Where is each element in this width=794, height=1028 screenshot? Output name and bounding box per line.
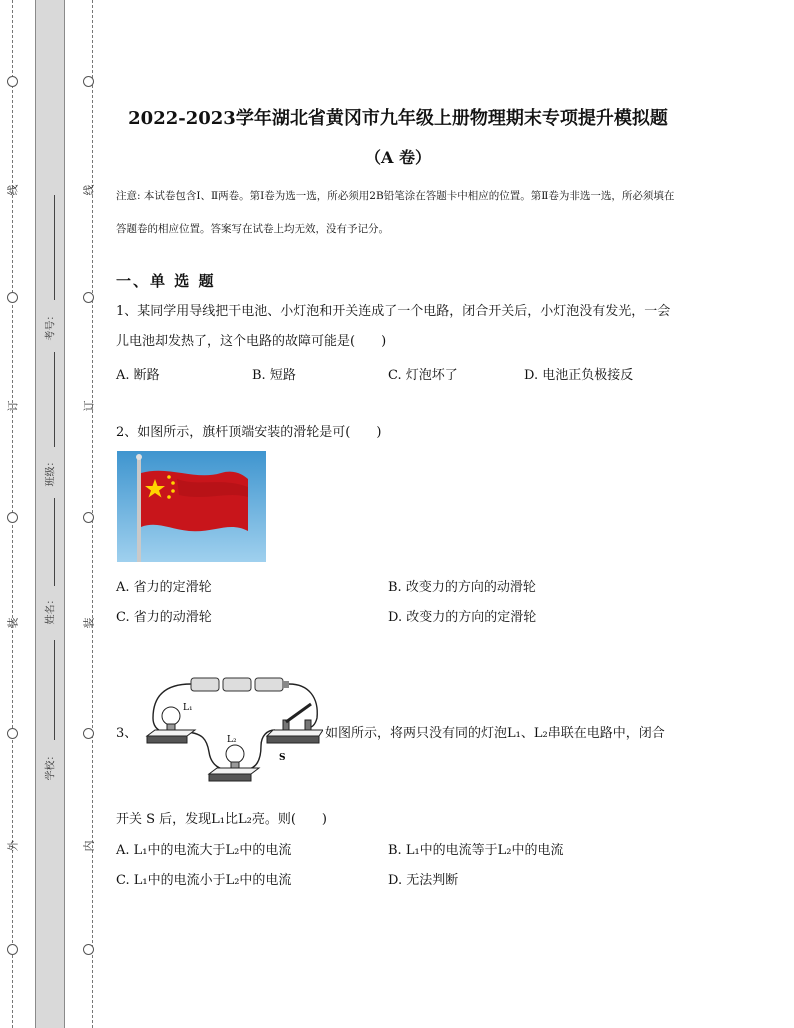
margin-char-inner: 内 bbox=[82, 840, 96, 852]
bulb-l2-icon bbox=[209, 735, 259, 781]
exam-note: 注意: 本试卷包含Ⅰ、Ⅱ两卷。第Ⅰ卷为选一选，所必须用2B铅笔涂在答题卡中相应的位置。第Ⅱ卷为非选一选，所必须填在答题卷的相应位置。答案写在试卷上均无效，没有予记分。 bbox=[116, 190, 675, 235]
q1-option-a: A. 断路 bbox=[116, 368, 160, 383]
q2-option-d: D. 改变力的方向的定滑轮 bbox=[388, 610, 537, 625]
field-line bbox=[54, 640, 55, 740]
q3-option-d: D. 无法判断 bbox=[388, 873, 459, 888]
field-school: 学校： bbox=[45, 750, 57, 781]
margin-char-outer: 装 bbox=[6, 617, 20, 629]
svg-text:L₂: L₂ bbox=[227, 735, 237, 745]
question-1-text: 1、某同学用导线把干电池、小灯泡和开关连成了一个电路，闭合开关后，小灯泡没有发光，一会儿电池却发热了，这个电路的故障可能是( ) bbox=[116, 304, 671, 349]
binding-hole bbox=[83, 512, 94, 523]
question-3-number: 3、 bbox=[116, 726, 138, 741]
margin-char-inner: 订 bbox=[82, 400, 96, 412]
question-3-text: 如图所示，将两只没有同的灯泡L₁、L₂串联在电路中，闭合 bbox=[325, 726, 665, 741]
binding-hole bbox=[7, 76, 18, 87]
margin-char-outer: 线 bbox=[6, 184, 20, 196]
q3-option-b: B. L₁中的电流等于L₂中的电流 bbox=[388, 843, 564, 858]
svg-text:L₁: L₁ bbox=[183, 703, 193, 713]
q1-option-c: C. 灯泡坏了 bbox=[388, 368, 458, 383]
battery-icon bbox=[191, 678, 289, 691]
q1-option-d: D. 电池正负极接反 bbox=[524, 368, 634, 383]
margin-char-outer: 订 bbox=[6, 400, 20, 412]
binding-hole bbox=[83, 728, 94, 739]
binding-hole bbox=[7, 944, 18, 955]
binding-hole bbox=[83, 292, 94, 303]
q2-option-c: C. 省力的动滑轮 bbox=[116, 610, 212, 625]
field-line bbox=[54, 498, 55, 586]
question-3-text-cont: 开关 S 后，发现L₁比L₂亮。则( ) bbox=[116, 812, 328, 827]
page-subtitle: （A 卷） bbox=[365, 148, 431, 167]
binding-strip bbox=[35, 0, 65, 1028]
margin-char-inner: 线 bbox=[82, 184, 96, 196]
binding-hole bbox=[7, 512, 18, 523]
field-line bbox=[54, 195, 55, 300]
flagpole bbox=[137, 455, 141, 562]
q2-option-a: A. 省力的定滑轮 bbox=[116, 580, 212, 595]
q3-option-c: C. L₁中的电流小于L₂中的电流 bbox=[116, 873, 292, 888]
binding-hole bbox=[7, 292, 18, 303]
field-class: 班级： bbox=[45, 456, 57, 487]
binding-hole bbox=[83, 76, 94, 87]
q2-option-b: B. 改变力的方向的动滑轮 bbox=[388, 580, 536, 595]
flag-cloth bbox=[141, 471, 248, 532]
circuit-diagram bbox=[143, 670, 323, 790]
field-exam-number: 考号： bbox=[45, 310, 57, 341]
switch-icon bbox=[267, 704, 323, 763]
page-title: 2022-2023学年湖北省黄冈市九年级上册物理期末专项提升模拟题 bbox=[128, 108, 668, 129]
binding-hole bbox=[7, 728, 18, 739]
margin-char-inner: 装 bbox=[82, 617, 96, 629]
question-2-text: 2、如图所示，旗杆顶端安装的滑轮是可( ) bbox=[116, 425, 382, 440]
flag-image bbox=[117, 451, 266, 562]
section-title: 一、单 选 题 bbox=[116, 272, 216, 290]
margin-char-outer: 外 bbox=[6, 840, 20, 852]
q1-option-b: B. 短路 bbox=[252, 368, 296, 383]
q3-option-a: A. L₁中的电流大于L₂中的电流 bbox=[116, 843, 292, 858]
field-line bbox=[54, 352, 55, 447]
binding-hole bbox=[83, 944, 94, 955]
svg-text:S: S bbox=[279, 753, 286, 763]
field-name: 姓名： bbox=[45, 594, 57, 625]
